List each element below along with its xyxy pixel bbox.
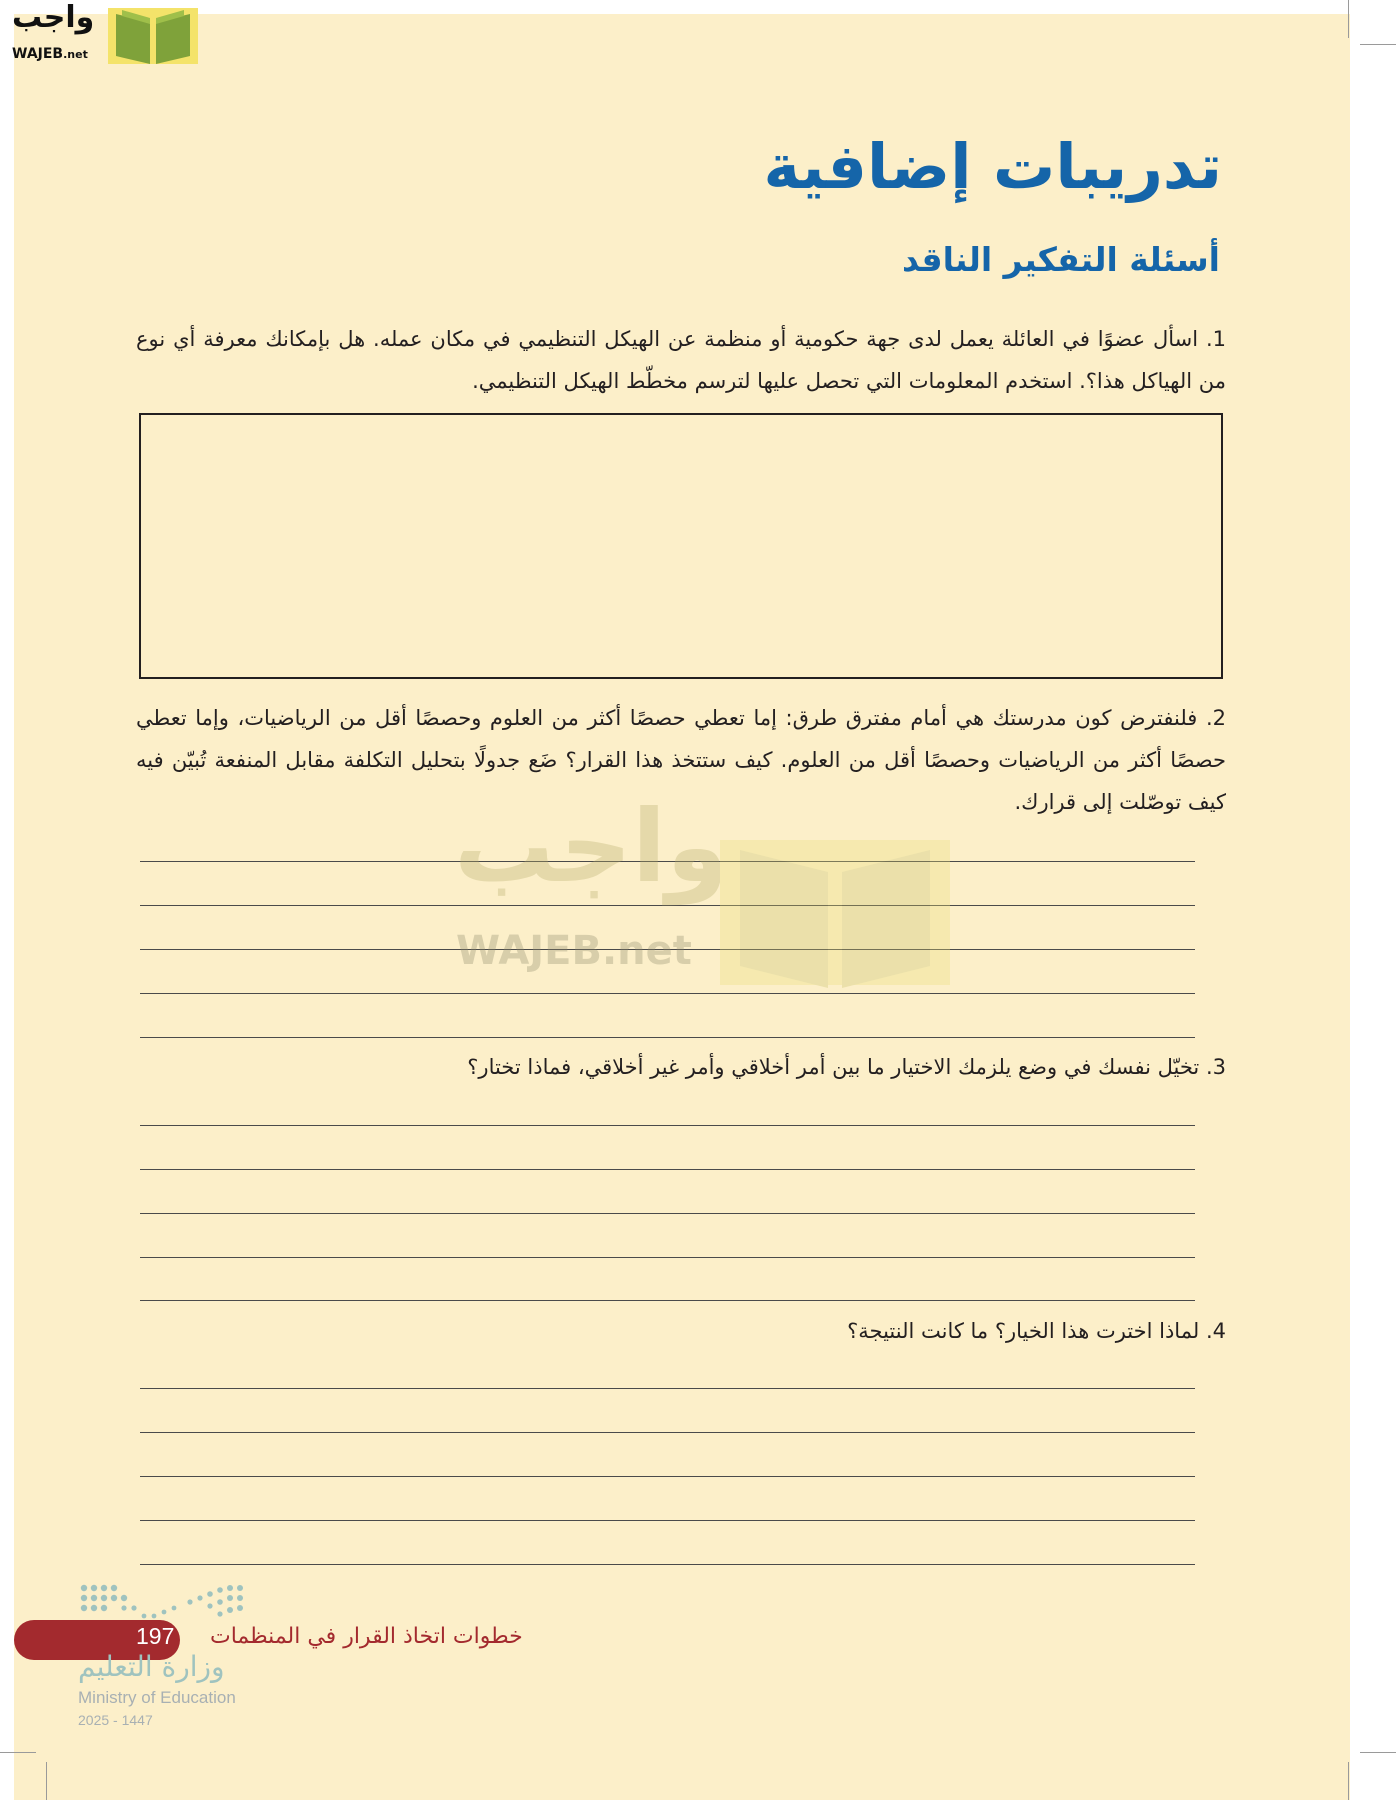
ministry-year: 2025 - 1447 (78, 1712, 153, 1728)
question-number: 3. (1205, 1055, 1226, 1079)
crop-mark (1360, 44, 1396, 45)
question-4 (136, 1310, 1226, 1352)
answer-line[interactable] (140, 1432, 1195, 1433)
answer-line[interactable] (140, 1037, 1195, 1038)
page-title: تدريبات إضافية (763, 130, 1222, 203)
question-number: 1. (1205, 327, 1226, 351)
logo-arabic-text: واجب (12, 0, 95, 35)
answer-line[interactable] (140, 1564, 1195, 1565)
answer-line[interactable] (140, 993, 1195, 994)
question-number: 4. (1205, 1319, 1226, 1343)
question-1 (136, 318, 1226, 402)
question-number: 2. (1205, 706, 1226, 730)
answer-line[interactable] (140, 949, 1195, 950)
question-text: اسأل عضوًا في العائلة يعمل لدى جهة حكومية أو منظمة عن الهيكل التنظيمي في مكان عمله. هل بإمكانك معرفة أي نوع من الهياكل هذا؟. استخدم المعلومات التي تحصل عليها لترسم مخطّط الهيكل التنظيمي. (136, 327, 1226, 393)
question-text: فلنفترض كون مدرستك هي أمام مفترق طرق: إما تعطي حصصًا أكثر من العلوم وحصصًا أقل من الرياضيات، وإما تعطي حصصًا أكثر من الرياضيات وحصصًا أقل من العلوم. كيف ستتخذ هذا القرار؟ ضَع جدولًا بتحليل التكلفة مقابل المنفعة تُبيّن فيه كيف توصّلت إلى قرارك. (136, 706, 1226, 814)
answer-line[interactable] (140, 1125, 1195, 1126)
ministry-name-arabic: وزارة التعليم (78, 1650, 225, 1683)
wajeb-logo[interactable] (10, 0, 190, 66)
question-2 (136, 697, 1226, 823)
watermark-latin-text: WAJEB.net (456, 928, 692, 974)
watermark-arabic-text: واجب (454, 788, 729, 905)
crop-mark (0, 1752, 36, 1753)
answer-line[interactable] (140, 1213, 1195, 1214)
answer-line[interactable] (140, 1257, 1195, 1258)
crop-mark (46, 1762, 47, 1800)
question-3 (136, 1046, 1226, 1088)
logo-latin-text: WAJEB.net (12, 46, 88, 62)
question-text: تخيّل نفسك في وضع يلزمك الاختيار ما بين أمر أخلاقي وأمر غير أخلاقي، فماذا تختار؟ (467, 1055, 1200, 1079)
answer-line[interactable] (140, 1476, 1195, 1477)
page-background (14, 14, 1350, 1800)
answer-line[interactable] (140, 861, 1195, 862)
crop-mark (1348, 0, 1349, 38)
answer-line[interactable] (140, 1520, 1195, 1521)
drawing-answer-box[interactable] (139, 413, 1223, 679)
answer-line[interactable] (140, 1388, 1195, 1389)
answer-line[interactable] (140, 905, 1195, 906)
open-book-icon (108, 4, 198, 66)
answer-line[interactable] (140, 1300, 1195, 1301)
section-subtitle: أسئلة التفكير الناقد (901, 240, 1220, 279)
chapter-title: خطوات اتخاذ القرار في المنظمات (210, 1624, 523, 1649)
question-text: لماذا اخترت هذا الخيار؟ ما كانت النتيجة؟ (847, 1319, 1200, 1343)
ministry-name-english: Ministry of Education (78, 1688, 236, 1707)
page-number: 197 (136, 1623, 175, 1649)
crop-mark (1360, 1752, 1396, 1753)
answer-line[interactable] (140, 1169, 1195, 1170)
crop-mark (1348, 1762, 1349, 1800)
